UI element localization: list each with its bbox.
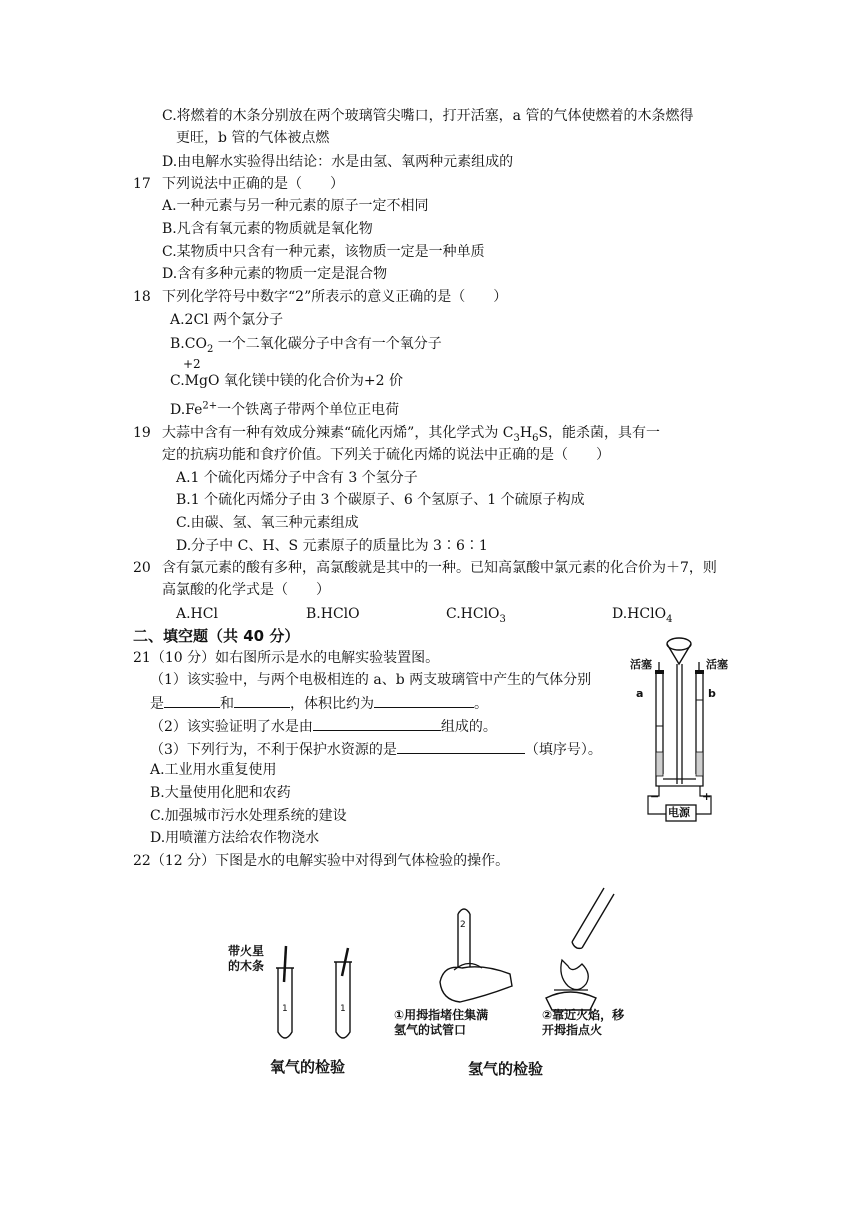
hydrogen-step2-line1: ②靠近火焰，移 [542,1008,625,1022]
valve-right-label: 活塞 [706,658,728,671]
q21-part1-line1: （1）该实验中，与两个电极相连的 a、b 两支玻璃管中产生的气体分别 [150,672,592,688]
q22-heading: 22（12 分）下图是水的电解实验中对得到气体检验的操作。 [133,853,510,869]
section-title: 二、填空题（共 40 分） [133,627,300,645]
q16-option-c-line1: C.将燃着的木条分别放在两个玻璃管尖嘴口，打开活塞，a 管的气体使燃着的木条燃得 [162,108,694,124]
q19-stem-line2: 定的抗病功能和食疗价值。下列关于硫化丙烯的说法中正确的是（ ） [162,447,610,463]
answer-blank[interactable] [397,738,525,754]
q19-option-c: C.由碳、氢、氧三种元素组成 [176,515,359,531]
q18-option-a: A.2Cl 两个氯分子 [170,312,284,328]
gas-test-figure [222,886,662,1082]
q20-stem-line2: 高氯酸的化学式是（ ） [162,582,330,598]
q19-option-d: D.分子中 C、H、S 元素原子的质量比为 3∶6∶1 [176,538,488,554]
q21-option-d: D.用喷灌方法给农作物浇水 [150,830,320,846]
hydrogen-test-caption: 氢气的检验 [468,1060,544,1078]
tube-a-label: a [636,687,644,700]
q18-valence-mark: +2 [183,357,201,371]
q20-option-d: D.HClO$_4$ [612,606,673,625]
q21-option-b: B.大量使用化肥和农药 [150,785,291,801]
q20-option-c: C.HClO$_3$ [446,606,506,625]
answer-blank[interactable] [164,692,220,708]
oxygen-test-caption: 氧气的检验 [270,1058,346,1076]
hydrogen-step1-line2: 氢气的试管口 [394,1023,467,1037]
hydrogen-step1-line1: ①用拇指堵住集满 [394,1008,489,1022]
q18-option-c: C.MgO 氧化镁中镁的化合价为+2 价 [170,373,403,389]
q18-option-d: $D.Fe^{2+}$一个铁离子带两个单位正电荷 [170,400,400,418]
q19-option-b: B.1 个硫化丙烯分子由 3 个碳原子、6 个氢原子、1 个硫原子构成 [176,492,585,508]
q18-number: 18 [133,289,151,305]
q19-option-a: A.1 个硫化丙烯分子中含有 3 个氢分子 [176,470,418,486]
q17-stem: 下列说法中正确的是（ ） [162,176,344,192]
splint-label-line1: 带火星 [228,944,265,958]
splint-label-line2: 的木条 [228,959,265,973]
positive-terminal-label: + [702,790,712,803]
q17-option-d: D.含有多种元素的物质一定是混合物 [162,266,388,282]
q20-option-a: A.HCl [176,606,218,622]
gas-test-drawing [222,886,662,1082]
tube-mark-2: 1 [340,1004,346,1014]
q18-option-b: $B.CO_2$ 一个二氧化碳分子中含有一个氧分子 [170,336,442,355]
q18-stem: 下列化学符号中数字“2”所表示的意义正确的是（ ） [162,289,508,305]
q21-part2: （2）该实验证明了水是由 组成的。 [150,715,497,737]
q20-option-b: B.HClO [306,606,360,622]
q20-stem-line1: 含有氯元素的酸有多种，高氯酸就是其中的一种。已知高氯酸中氯元素的化合价为＋7，则 [162,560,717,576]
answer-blank[interactable] [374,692,474,708]
q19-number: 19 [133,425,151,441]
q21-part1-line2: 是 和 ，体积比约为 。 [150,692,488,714]
q17-option-b: B.凡含有氧元素的物质就是氧化物 [162,221,373,237]
electrolysis-apparatus-figure [626,634,736,824]
q21-option-c: C.加强城市污水处理系统的建设 [150,808,347,824]
q16-option-d: D.由电解水实验得出结论：水是由氢、氧两种元素组成的 [162,154,514,170]
q16-option-c-line2: 更旺，b 管的气体被点燃 [176,130,330,146]
tube-b-label: b [708,687,716,700]
q21-option-a: A.工业用水重复使用 [150,762,277,778]
tube-mark-1: 1 [282,1004,288,1014]
q20-number: 20 [133,560,151,576]
q21-part3: （3）下列行为，不利于保护水资源的是 （填序号）。 [150,738,602,760]
hydrogen-step2-line2: 开拇指点火 [542,1023,603,1037]
q17-option-a: A.一种元素与另一种元素的原子一定不相同 [162,198,429,214]
power-supply-label: 电源 [668,806,690,819]
q17-option-c: C.某物质中只含有一种元素，该物质一定是一种单质 [162,244,485,260]
tube-mark-3: 2 [460,920,466,930]
q21-heading: 21（10 分）如右图所示是水的电解实验装置图。 [133,650,440,666]
negative-terminal-label: − [650,790,660,803]
answer-blank[interactable] [313,715,441,731]
q19-stem-line1: 大蒜中含有一种有效成分辣素“硫化丙烯”，其化学式为 $C_3H_6S$，能杀菌，具有一 [162,425,661,444]
q17-number: 17 [133,176,151,192]
valve-left-label: 活塞 [630,658,652,671]
answer-blank[interactable] [234,692,290,708]
